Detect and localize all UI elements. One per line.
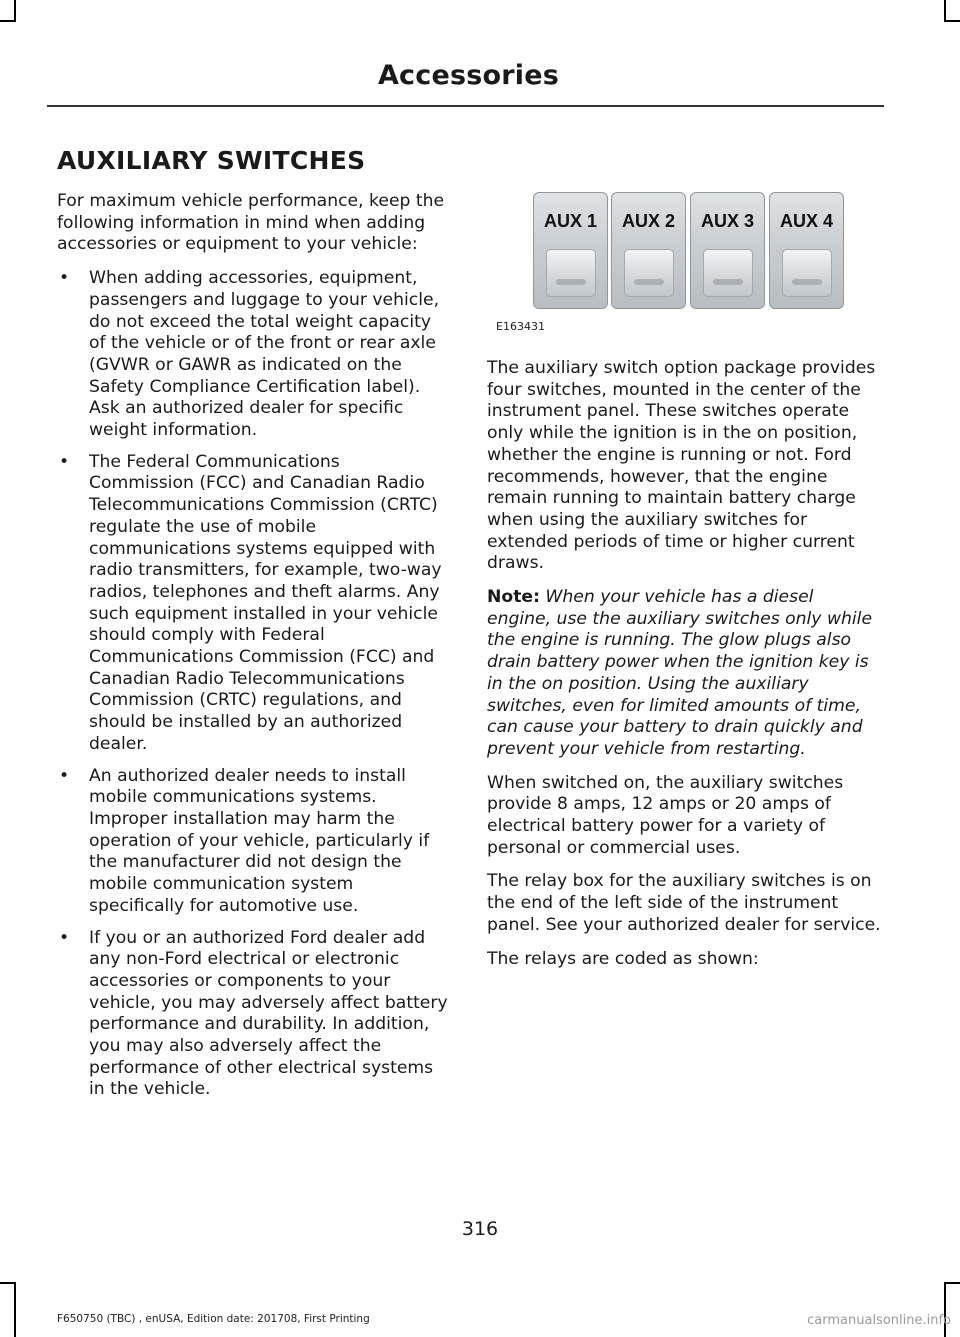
rocker-icon <box>782 249 832 297</box>
switch-package-paragraph: The auxiliary switch option package provides four switches, mounted in the center of the instrument panel. These switches operate only while the ignition is in the on position, whether the engine is running or not. Ford recommends, however, that the engine remain running to maintain battery charge when using the auxiliary switches for extended periods of time or higher current draws. <box>487 358 876 574</box>
bullet-icon: • <box>59 268 70 289</box>
left-column <box>57 146 449 1111</box>
aux-switch-panel <box>533 190 845 308</box>
aux-switch-3 <box>690 192 765 309</box>
rocker-icon <box>624 249 674 297</box>
diesel-note <box>487 587 881 761</box>
list-item <box>57 766 449 918</box>
list-item <box>57 452 449 756</box>
relay-codes-paragraph: The relays are coded as shown: <box>487 948 759 969</box>
aux-switches-figure <box>487 190 881 333</box>
crop-mark <box>944 20 960 22</box>
rocker-slot-icon <box>556 279 586 285</box>
aux-switch-4 <box>769 192 844 309</box>
note-text: When your vehicle has a diesel engine, use the auxiliary switches only while the engine is running. The glow plugs also drain battery power when the ignition key is in the on position. Using the auxiliary switches, even for limited amounts of time, can cause your battery to drain quickly and prevent your vehicle from restarting. <box>487 587 873 759</box>
crop-mark <box>944 0 946 20</box>
aux-switch-label: AUX 3 <box>700 211 754 231</box>
figure-code: E163431 <box>496 320 545 333</box>
list-item-text: The Federal Communications Commission (FCC) and Canadian Radio Telecommunications Commission (CRTC) regulate the use of mobile communications systems equipped with radio transmitters, for example, two-way radios, telephones and theft alarms. Any such equipment installed in your vehicle should comply with Federal Communications Commission (FCC) and Canadian Radio Telecommunications Commission (CRTC) regulations, and should be installed by an authorized dealer. <box>89 451 442 754</box>
edition-footer: F650750 (TBC) , enUSA, Edition date: 201708, First Printing <box>57 1313 370 1325</box>
list-item-text: When adding accessories, equipment, passengers and luggage to your vehicle, do not exceed the total weight capacity of the vehicle or of the front or rear axle (GVWR or GAWR as indicated on the Safety Compliance Certification label). Ask an authorized dealer for specific weight information. <box>89 268 440 441</box>
bullet-icon: • <box>59 927 70 948</box>
crop-mark <box>0 1282 16 1284</box>
bullet-icon: • <box>59 765 70 786</box>
rocker-slot-icon <box>634 279 664 285</box>
note-label: Note: <box>487 587 540 608</box>
crop-mark <box>14 1282 16 1337</box>
crop-mark <box>0 20 16 22</box>
bullet-icon: • <box>59 451 70 472</box>
rocker-icon <box>703 249 753 297</box>
header-divider <box>47 105 884 107</box>
crop-mark <box>944 1282 960 1284</box>
rocker-slot-icon <box>713 279 743 285</box>
aux-switch-1 <box>533 192 608 309</box>
list-item-text: An authorized dealer needs to install mobile communications systems. Improper installation may harm the operation of your vehicle, particularly if the manufacturer did not design the mobile communication system specifically for automotive use. <box>89 765 430 916</box>
page-number: 316 <box>461 1218 499 1240</box>
list-item <box>57 928 449 1102</box>
aux-switch-label: AUX 2 <box>621 211 675 231</box>
rocker-slot-icon <box>792 279 822 285</box>
section-title: Accessories <box>377 60 559 91</box>
crop-mark <box>944 1282 946 1337</box>
aux-switch-label: AUX 4 <box>779 211 833 231</box>
watermark: carmanualsonline.info <box>807 1313 951 1328</box>
list-item-text: If you or an authorized Ford dealer add any non-Ford electrical or electronic accessories or components to your vehicle, you may adversely affect battery performance and durability. In addition, you may also adversely affect the performance of other electrical systems in the vehicle. <box>89 927 448 1100</box>
crop-mark <box>14 0 16 20</box>
right-column <box>487 190 881 982</box>
intro-paragraph: For maximum vehicle performance, keep the following information in mind when adding accessories or equipment to your vehicle: <box>57 191 445 255</box>
rocker-icon <box>546 249 596 297</box>
aux-switch-label: AUX 1 <box>543 211 597 231</box>
relay-box-paragraph: The relay box for the auxiliary switches is on the end of the left side of the instrument panel. See your authorized dealer for service. <box>487 871 881 935</box>
page-heading: AUXILIARY SWITCHES <box>57 146 366 175</box>
bullet-list <box>57 268 449 1101</box>
list-item <box>57 268 449 442</box>
amps-paragraph: When switched on, the auxiliary switches provide 8 amps, 12 amps or 20 amps of electrical battery power for a variety of personal or commercial uses. <box>487 772 844 858</box>
aux-switch-2 <box>611 192 686 309</box>
